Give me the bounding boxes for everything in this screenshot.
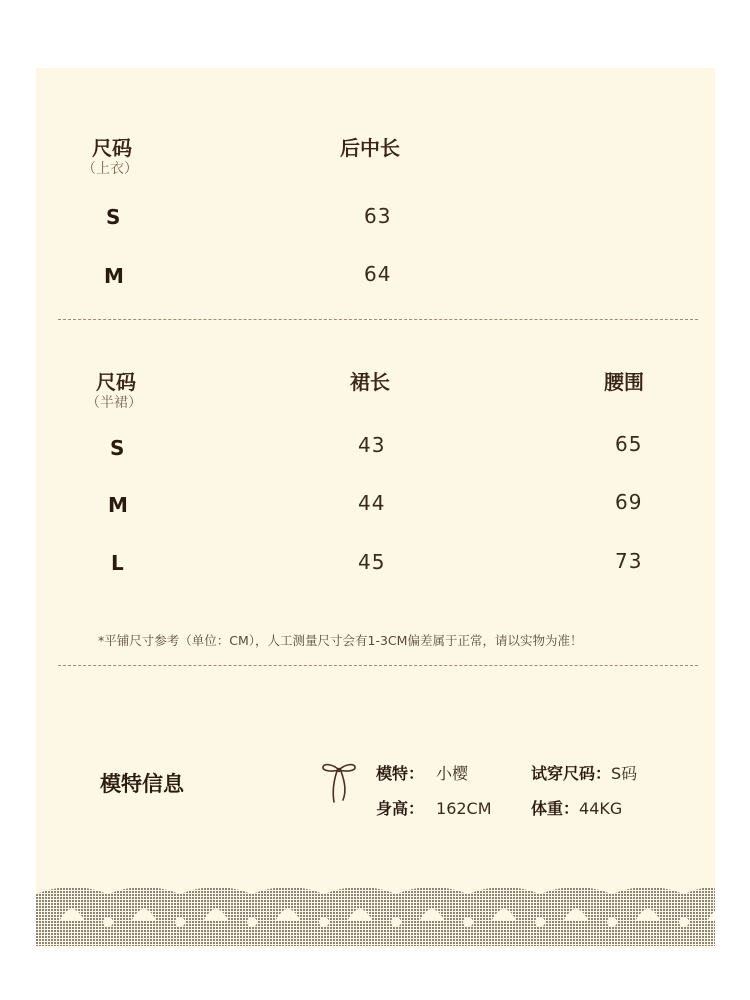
model-name-value: 小樱: [436, 764, 469, 783]
measurement-note: *平铺尺寸参考（单位：CM），人工测量尺寸会有1-3CM偏差属于正常，请以实物为准！: [98, 633, 583, 648]
height-row: [376, 796, 492, 819]
height-label: 身高：: [376, 799, 425, 818]
top-row-size: M: [104, 264, 124, 288]
skirt-row-length: 43: [358, 433, 386, 457]
top-row-length: 63: [364, 204, 392, 228]
skirt-row-size: L: [111, 551, 124, 575]
top-size-header-note: （上衣）: [82, 161, 138, 177]
skirt-row-size: S: [110, 436, 125, 460]
skirt-row-size: M: [108, 493, 128, 517]
top-size-header: 尺码: [92, 136, 132, 160]
height-value: 162CM: [436, 799, 492, 818]
top-row-size: S: [106, 205, 121, 229]
trial-size-label: 试穿尺码：: [531, 764, 612, 783]
weight-row: [531, 796, 622, 819]
trial-size-row: [531, 761, 637, 784]
model-name-label: 模特：: [376, 764, 425, 783]
model-name-row: [376, 761, 468, 784]
skirt-row-waist: 73: [615, 549, 643, 573]
top-length-header: 后中长: [340, 136, 400, 160]
skirt-size-header-note: （半裙）: [86, 395, 142, 411]
divider: [58, 319, 698, 320]
weight-value: 44KG: [579, 799, 623, 818]
model-info-title: 模特信息: [100, 772, 184, 796]
skirt-row-waist: 65: [615, 432, 643, 456]
weight-label: 体重：: [531, 799, 580, 818]
skirt-row-length: 44: [358, 491, 386, 515]
top-row-length: 64: [364, 262, 392, 286]
skirt-length-header: 裙长: [350, 370, 390, 394]
skirt-size-header: 尺码: [96, 370, 136, 394]
trial-size-value: S码: [611, 764, 638, 783]
skirt-row-length: 45: [358, 550, 386, 574]
bow-icon: [320, 760, 358, 808]
skirt-row-waist: 69: [615, 490, 643, 514]
lace-border-decoration: [36, 876, 715, 946]
divider: [58, 665, 698, 666]
skirt-waist-header: 腰围: [604, 370, 644, 394]
